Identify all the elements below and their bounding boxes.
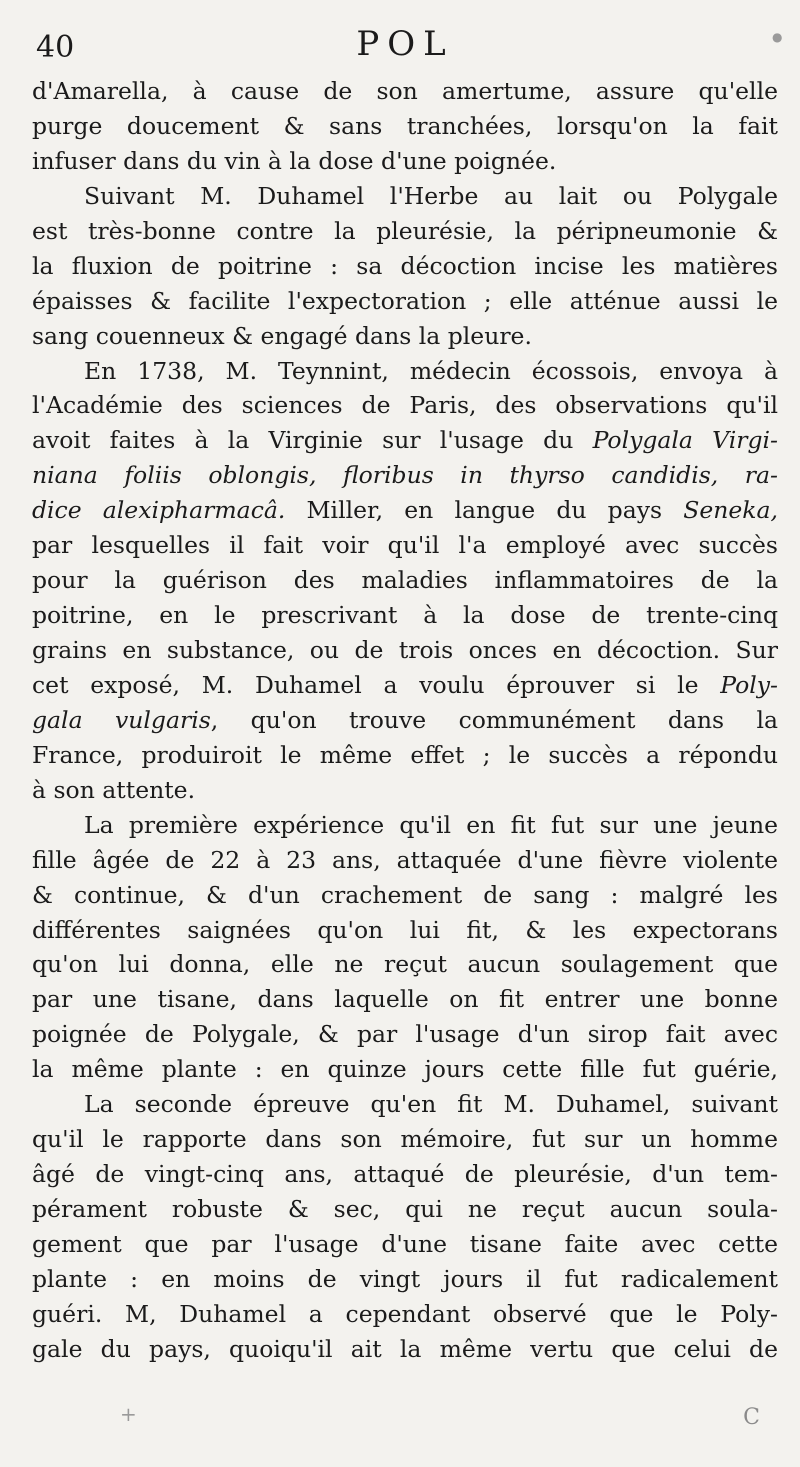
text-line: âgé de vingt-cinq ans, attaqué de pleurésie, d'un tem- (32, 1160, 778, 1189)
text-line: qu'on lui donna, elle ne reçut aucun soulagement que (32, 950, 778, 979)
latin-species-line: niana foliis oblongis, floribus in thyrso candidis, ra- (32, 461, 778, 490)
body-text (32, 74, 778, 1367)
paragraph-start-line: En 1738, M. Teynnint, médecin écossois, envoya à (84, 356, 778, 385)
text-line: par lesquelles il fait voir qu'il l'a employé avec succès (32, 531, 778, 560)
running-title: POL (356, 24, 454, 64)
text-line (32, 423, 778, 458)
text-line: différentes saignées qu'on lui fit, & les expectorans (32, 915, 778, 944)
text-line: guéri. M, Duhamel a cependant observé que le Poly- (32, 1299, 778, 1328)
text-line: grains en substance, ou de trois onces en décoction. Sur (32, 636, 778, 664)
text-segment: avoit faites à la Virginie sur l'usage du (32, 426, 593, 455)
page-number: 40 (36, 30, 75, 65)
text-line: est très-bonne contre la pleurésie, la péripneumonie & (32, 216, 778, 245)
text-segment: cet exposé, M. Duhamel a voulu éprouver si le (32, 670, 721, 699)
plus-mark-icon: + (120, 1402, 137, 1426)
text-line (32, 668, 778, 703)
vernacular-name: Seneka, (683, 496, 778, 525)
text-line (32, 703, 778, 738)
running-head (32, 22, 778, 74)
paragraph-start-line: Suivant M. Duhamel l'Herbe au lait ou Polygale (84, 181, 778, 210)
text-line: purge doucement & sans tranchées, lorsqu'on la fait (32, 111, 778, 140)
text-line: d'Amarella, à cause de son amertume, assure qu'elle (32, 77, 778, 105)
text-line: épaisses & facilite l'expectoration ; elle atténue aussi le (32, 286, 778, 315)
paragraph-start-line: La première expérience qu'il en fit fut sur une jeune (84, 810, 778, 839)
paragraph-start-line: La seconde épreuve qu'en fit M. Duhamel, suivant (84, 1090, 778, 1119)
text-line: plante : en moins de vingt jours il fut radicalement (32, 1264, 778, 1293)
text-line (32, 493, 778, 528)
text-segment: Miller, en langue du pays (285, 496, 684, 525)
latin-species-name: gala vulgaris (32, 705, 211, 734)
text-line: poitrine, en le prescrivant à la dose de trente-cinq (32, 601, 778, 630)
text-line: la fluxion de poitrine : sa décoction incise les matières (32, 251, 778, 280)
latin-species-name: Polygala Virgi- (592, 426, 778, 455)
latin-species-name: dice alexipharmacâ. (32, 496, 286, 525)
catchword: C (743, 1405, 760, 1430)
text-line: gement que par l'usage d'une tisane faite avec cette (32, 1229, 778, 1258)
text-line: pérament robuste & sec, qui ne reçut aucun soula- (32, 1195, 778, 1223)
text-line: fille âgée de 22 à 23 ans, attaquée d'une fièvre violente (32, 845, 778, 874)
dot-mark-icon: ● (772, 30, 783, 44)
text-line: infuser dans du vin à la dose d'une poignée. (32, 146, 557, 175)
text-line: France, produiroit le même effet ; le succès a répondu (32, 740, 778, 769)
text-line: par une tisane, dans laquelle on fit entrer une bonne (32, 985, 778, 1014)
text-line: & continue, & d'un crachement de sang : malgré les (32, 880, 778, 909)
text-line: sang couenneux & engagé dans la pleure. (32, 321, 532, 350)
text-line: pour la guérison des maladies inflammatoires de la (32, 566, 778, 595)
text-segment: , qu'on trouve communément dans la (210, 705, 778, 734)
text-line: qu'il le rapporte dans son mémoire, fut sur un homme (32, 1125, 778, 1154)
text-line: gale du pays, quoiqu'il ait la même vertu que celui de (32, 1334, 778, 1363)
text-line: la même plante : en quinze jours cette fille fut guérie, (32, 1055, 778, 1084)
text-line: poignée de Polygale, & par l'usage d'un sirop fait avec (32, 1020, 778, 1049)
text-line: à son attente. (32, 775, 196, 804)
latin-species-name: Poly- (720, 670, 778, 699)
text-line: l'Académie des sciences de Paris, des observations qu'il (32, 391, 778, 420)
